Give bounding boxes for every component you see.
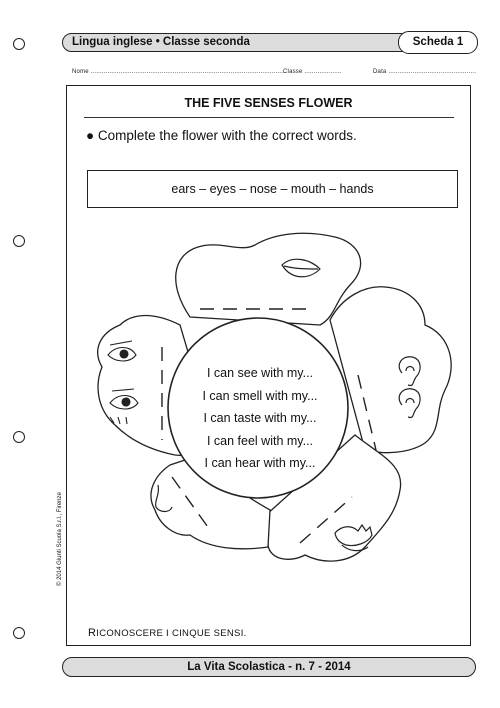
petal-ears (330, 287, 451, 453)
date-field[interactable]: Data ............................................... (373, 69, 477, 75)
sentence: I can feel with my... (206, 433, 314, 448)
sentence-list (172, 362, 348, 475)
binder-hole (13, 627, 25, 639)
binder-hole (13, 431, 25, 443)
name-field[interactable]: Nome ........................................................................................................ (72, 69, 285, 75)
word-bank: ears – eyes – nose – mouth – hands (87, 170, 458, 208)
sentence: I can taste with my... (203, 411, 317, 425)
worksheet-title: THE FIVE SENSES FLOWER (184, 96, 353, 110)
petal-mouth (176, 233, 361, 325)
subject-label: Lingua inglese • Classe seconda (72, 36, 250, 48)
binder-hole (13, 38, 25, 50)
class-field[interactable]: Classe .................... (283, 69, 342, 75)
sentence: I can smell with my... (202, 388, 318, 403)
instruction (86, 128, 357, 143)
sentence: I can hear with my... (204, 456, 316, 470)
copyright: © 2014 Giunti Scuola S.r.l., Firenze (57, 492, 63, 586)
task-note-text: ICONOSCERE I CINQUE SENSI. (96, 628, 247, 639)
footer-bar: La Vita Scolastica - n. 7 - 2014 (62, 657, 476, 677)
task-note-initial: R (88, 627, 97, 639)
instruction-text: Complete the flower with the correct words. (97, 128, 357, 143)
bullet-icon: ● (86, 128, 98, 143)
title-divider (84, 117, 454, 118)
sheet-number: Scheda 1 (398, 31, 478, 54)
task-note (88, 627, 247, 639)
sentence: I can see with my... (206, 366, 314, 380)
binder-hole (13, 235, 25, 247)
